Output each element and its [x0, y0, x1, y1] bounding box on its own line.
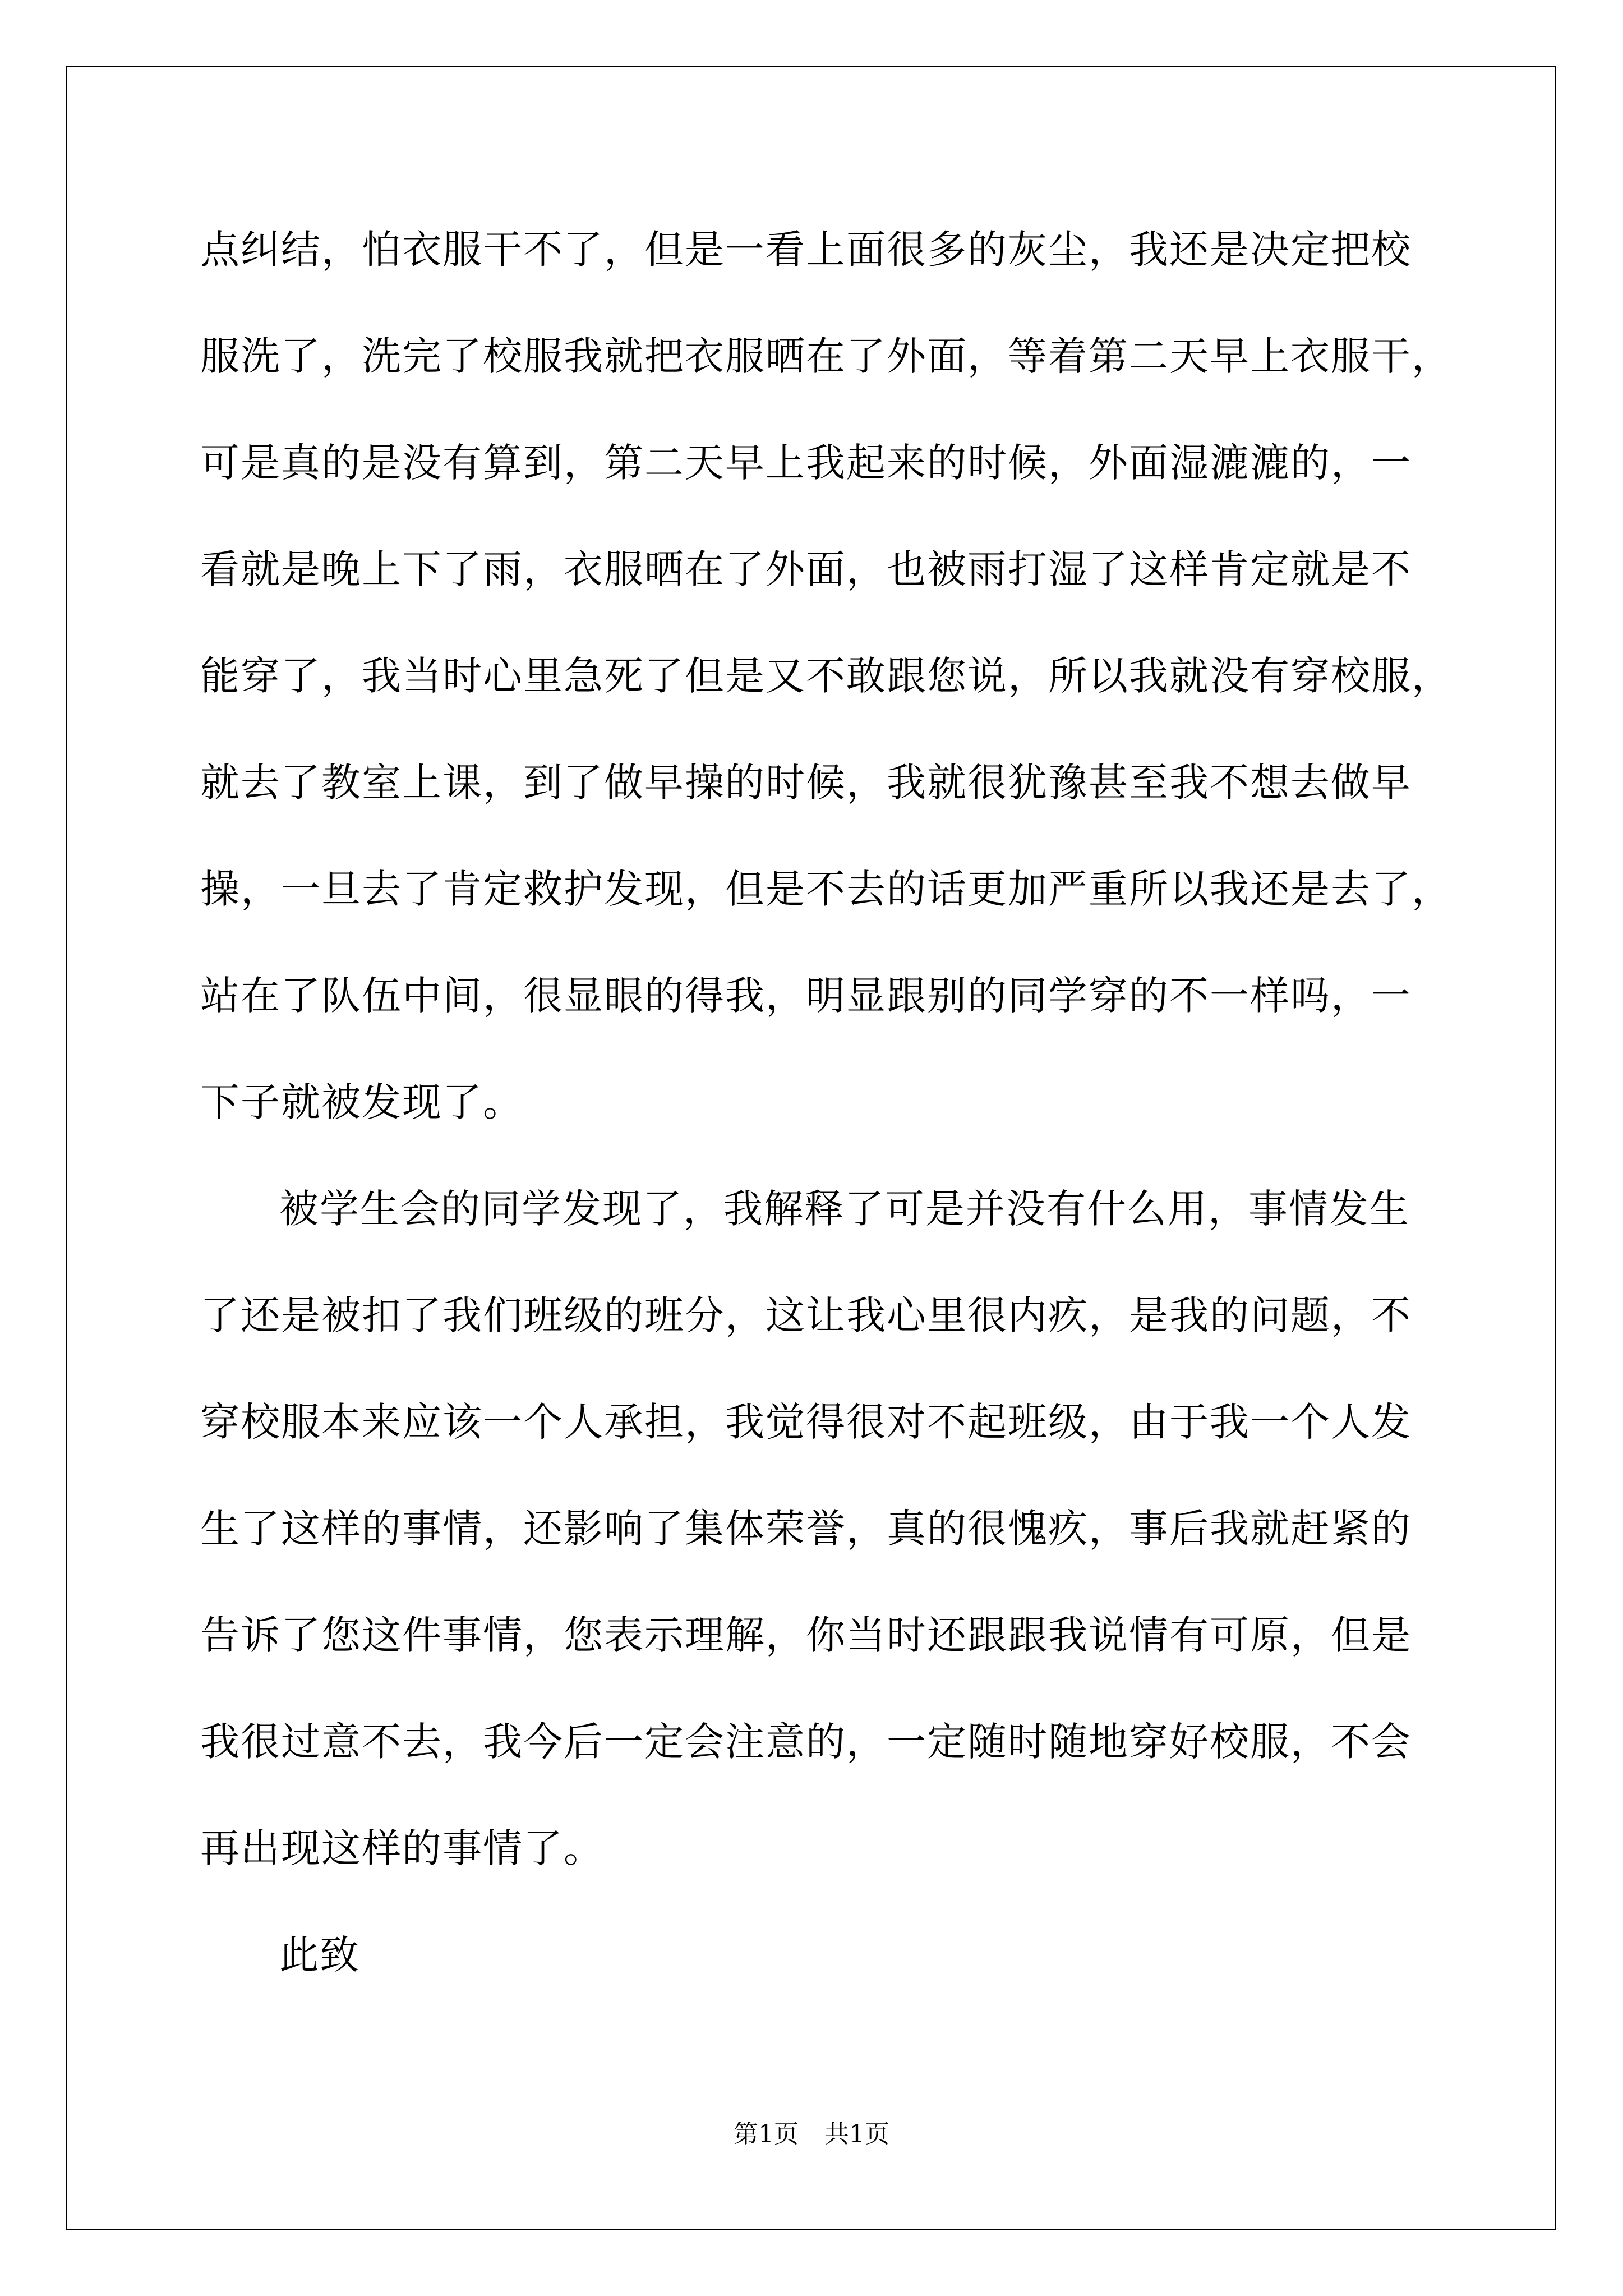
paragraph-line: 就去了教室上课，到了做早操的时候，我就很犹豫甚至我不想去做早 — [200, 760, 1412, 806]
paragraph-line: 穿校服本来应该一个人承担，我觉得很对不起班级，由于我一个人发 — [200, 1399, 1412, 1445]
page-total: 共1页 — [824, 2120, 889, 2148]
paragraph-line: 告诉了您这件事情，您表示理解，你当时还跟跟我说情有可原，但是 — [200, 1612, 1412, 1658]
paragraph-line: 生了这样的事情，还影响了集体荣誉，真的很愧疚，事后我就赶紧的 — [200, 1506, 1412, 1552]
paragraph-line: 了还是被扣了我们班级的班分，这让我心里很内疚，是我的问题，不 — [200, 1292, 1412, 1338]
paragraph-line: 操，一旦去了肯定救护发现，但是不去的话更加严重所以我还是去了， — [200, 866, 1452, 912]
paragraph-line: 点纠结，怕衣服干不了，但是一看上面很多的灰尘，我还是决定把校 — [200, 227, 1412, 273]
paragraph-line: 我很过意不去，我今后一定会注意的，一定随时随地穿好校服，不会 — [200, 1719, 1412, 1765]
paragraph-line: 服洗了，洗完了校服我就把衣服晒在了外面，等着第二天早上衣服干， — [200, 333, 1452, 379]
paragraph-line: 再出现这样的事情了。 — [200, 1825, 604, 1871]
page-border — [66, 66, 1556, 2230]
closing-salutation: 此致 — [279, 1932, 360, 1978]
paragraph-line: 被学生会的同学发现了，我解释了可是并没有什么用，事情发生 — [279, 1186, 1410, 1232]
paragraph-line: 站在了队伍中间，很显眼的得我，明显跟别的同学穿的不一样吗，一 — [200, 973, 1412, 1019]
page-number: 第1页 — [734, 2120, 799, 2148]
paragraph-line: 可是真的是没有算到，第二天早上我起来的时候，外面湿漉漉的，一 — [200, 440, 1412, 486]
page-footer — [0, 2118, 1623, 2151]
paragraph-line: 下子就被发现了。 — [200, 1079, 523, 1125]
paragraph-line: 看就是晚上下了雨，衣服晒在了外面，也被雨打湿了这样肯定就是不 — [200, 546, 1412, 592]
paragraph-line: 能穿了，我当时心里急死了但是又不敢跟您说，所以我就没有穿校服， — [200, 653, 1452, 699]
